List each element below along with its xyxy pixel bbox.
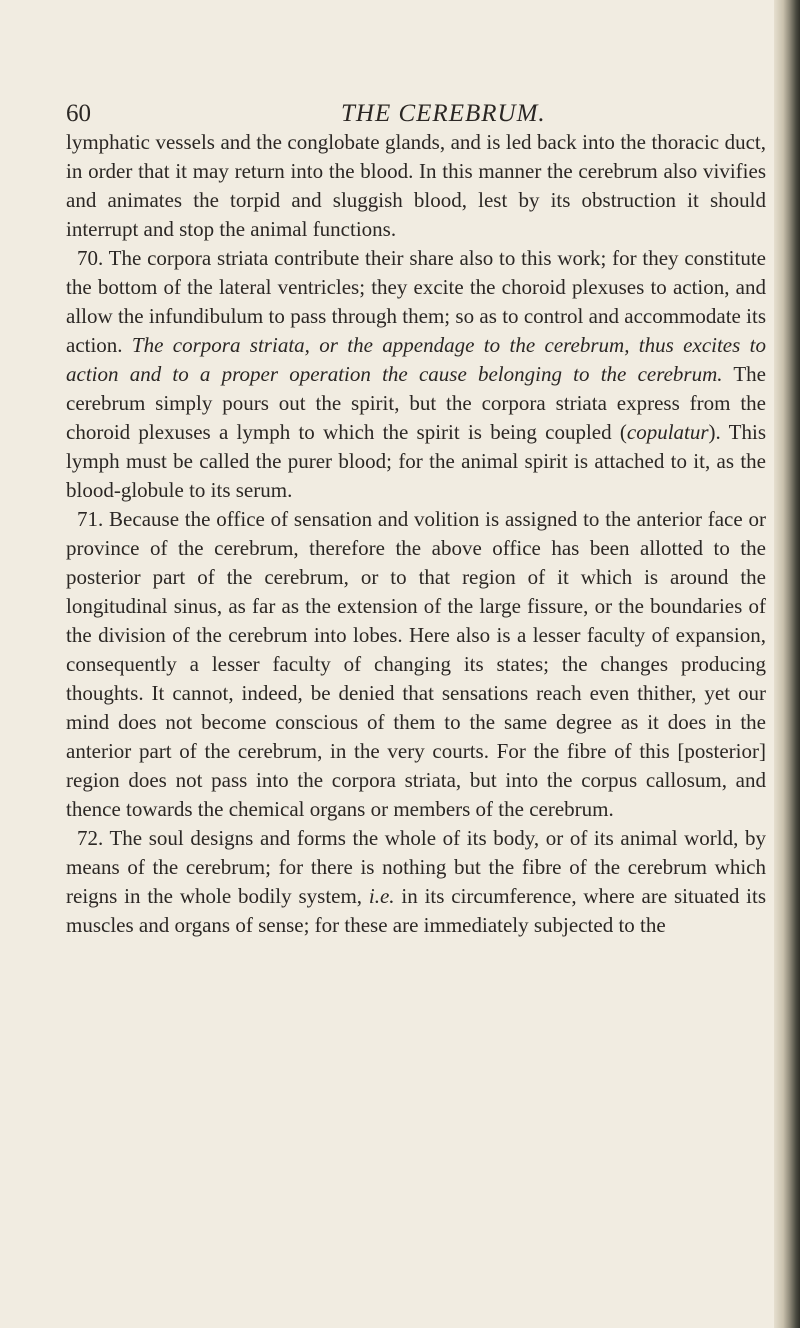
italic-run: i.e. — [368, 884, 395, 908]
body-text — [66, 128, 766, 940]
text-run: 72. The soul designs and forms the whole of its body, or of its animal world, by means of the cerebrum; for there is nothing but the fibre of the cerebrum which reigns in the whole bodily system, — [66, 826, 766, 908]
paragraph-continuation — [66, 128, 766, 244]
paragraph-70 — [66, 244, 766, 505]
page-edge-shadow — [774, 0, 800, 1328]
text-run: lymphatic vessels and the conglobate glands, and is led back into the thoracic duct, in order that it may return into the blood. In this manner the cerebrum also vivifies and animates the torpid and sluggish blood, lest by its obstruction it should interrupt and stop the animal functions. — [66, 130, 766, 241]
page-number: 60 — [66, 100, 91, 127]
running-head: THE CEREBRUM. — [341, 100, 546, 127]
italic-run: The corpora striata, or the appendage to the cerebrum, thus excites to action and to a proper operation the cause belonging to the cerebrum. — [66, 333, 766, 386]
text-run: The cerebrum simply pours out the spirit, but the corpora striata express from the choroid plexuses a lymph to which the spirit is being coupled ( — [66, 362, 766, 444]
text-run: 70. The corpora striata contribute their share also to this work; for they constitute the bottom of the lateral ventricles; they excite the choroid plexuses to action, and allow the infundibulum to pass through them; so as to control and accommodate its action. — [66, 246, 766, 357]
text-run: ). This lymph must be called the purer blood; for the animal spirit is attached to it, as the blood-globule to its serum. — [66, 420, 766, 502]
paragraph-71 — [66, 505, 766, 824]
paragraph-72 — [66, 824, 766, 940]
text-run: 71. Because the office of sensation and volition is assigned to the anterior face or province of the cerebrum, therefore the above office has been allotted to the posterior part of the cerebrum, or to that region of it which is around the longitudinal sinus, as far as the extension of the large fissure, or the boundaries of the division of the cerebrum into lobes. Here also is a lesser faculty of expansion, consequently a lesser faculty of changing its states; the changes producing thoughts. It cannot, indeed, be denied that sensations reach even thither, yet our mind does not become conscious of them to the same degree as it does in the anterior part of the cerebrum, in the very courts. For the fibre of this [posterior] region does not pass into the corpora striata, but into the corpus callosum, and thence towards the chemical organs or members of the cerebrum. — [66, 507, 766, 821]
text-run: in its circumference, where are situated its muscles and organs of sense; for these are immediately subjected to the — [66, 884, 767, 937]
italic-run: copulatur — [626, 420, 709, 444]
